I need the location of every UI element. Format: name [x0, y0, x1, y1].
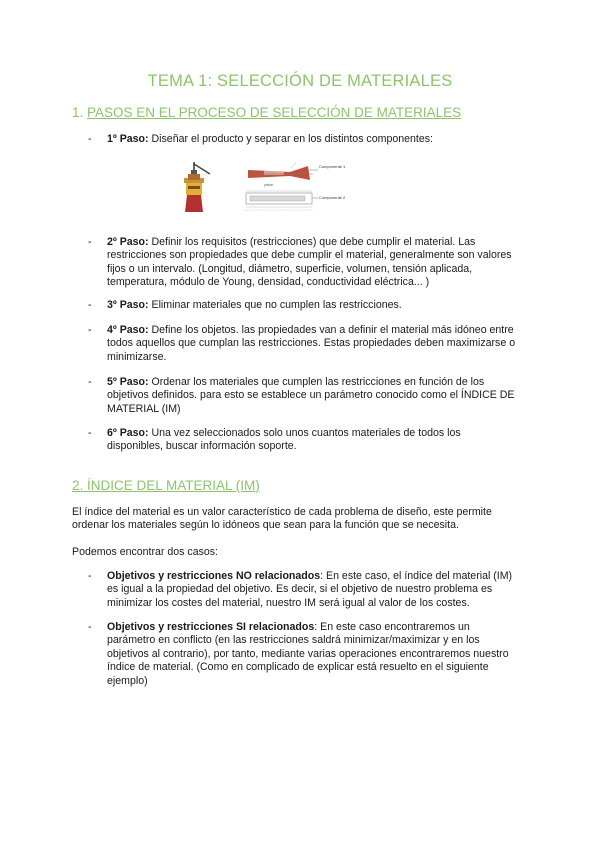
bullet-dash: -	[88, 570, 92, 582]
step-text: Diseñar el producto y separar en los distintos componentes:	[148, 133, 433, 145]
bullet-dash: -	[88, 427, 92, 439]
step-text: Ordenar los materiales que cumplen las restricciones en función de los objetivos definidos. para esto se establece un parámetro conocido como el ÍNDICE DE MATERIAL (IM)	[107, 376, 515, 415]
step-text: Define los objetos. las propiedades van a definir el material más idóneo entre todos aquellos que cumplan las restricciones. Estas propiedades deben maximizarse o minimizarse.	[107, 324, 516, 363]
section-2-heading	[72, 478, 260, 493]
step-label: 4º Paso:	[107, 324, 149, 336]
section-2-intro: El índice del material es un valor característico de cada problema de diseño, este permite ordenar los materiales según lo idóneos que sean para la función que se necesita.	[72, 506, 492, 532]
step-label: 1º Paso:	[107, 133, 149, 145]
case-text: : En este caso encontraremos un parámetro en conflicto (en las restricciones saldrá minimizar/maximizar y en los objetivos al contrario), por tanto, mediante varias operaciones encontraremos nuestro índice de material. (Como en complicado de explicar está resuelto en el siguiente ejemplo)	[107, 621, 509, 687]
step-text: Definir los requisitos (restricciones) que debe cumplir el material. Las restricciones son propiedades que debe cumplir el material, generalmente son valores fijos o un intervalo. (Longitud, diámetro, superficie, volumen, tensión aplicada, temperatura, módulo de Young, densidad, conductividad eléctrica... )	[107, 236, 512, 289]
case-label: Objetivos y restricciones SI relacionados	[107, 621, 315, 633]
section-1-heading	[72, 105, 461, 120]
section-1-number: 1.	[72, 105, 84, 120]
step-text: Eliminar materiales que no cumplen las restricciones.	[148, 299, 402, 311]
svg-text:piston: piston	[264, 183, 274, 187]
section-2-title: 2. ÍNDICE DEL MATERIAL (IM)	[72, 478, 260, 493]
bullet-dash: -	[88, 376, 92, 388]
pump-illustration	[184, 162, 210, 212]
component-1-drawing	[248, 163, 346, 187]
step-label: 5º Paso:	[107, 376, 149, 388]
svg-text:Componente 1: Componente 1	[319, 164, 346, 169]
component-2-drawing	[244, 191, 346, 210]
case-text: : En este caso, el índice del material (IM) es igual a la propiedad del objetivo. Es decir, si el objetivo de nuestro problema es minimizar los costes del material, nuestro IM será igual al valor de los costes.	[107, 570, 513, 609]
bullet-dash: -	[88, 236, 92, 248]
bullet-dash: -	[88, 299, 92, 311]
step-label: 6º Paso:	[107, 427, 149, 439]
svg-text:Componente 2: Componente 2	[319, 195, 346, 200]
page-title: TEMA 1: SELECCIÓN DE MATERIALES	[147, 72, 453, 90]
bullet-dash: -	[88, 133, 92, 145]
step-label: 3º Paso:	[107, 299, 149, 311]
step-label: 2º Paso:	[107, 236, 149, 248]
step-text: Una vez seleccionados solo unos cuantos materiales de todos los disponibles, buscar información soporte.	[107, 427, 461, 453]
cases-intro: Podemos encontrar dos casos:	[72, 546, 219, 558]
bullet-dash: -	[88, 621, 92, 633]
section-1-title: PASOS EN EL PROCESO DE SELECCIÓN DE MATERIALES	[87, 105, 462, 120]
bullet-dash: -	[88, 324, 92, 336]
components-figure	[178, 160, 378, 226]
case-label: Objetivos y restricciones NO relacionados	[107, 570, 321, 582]
